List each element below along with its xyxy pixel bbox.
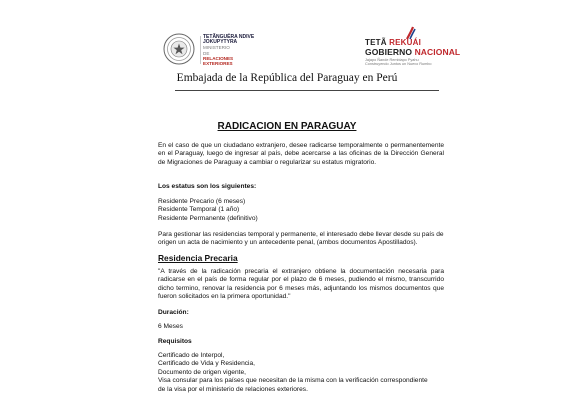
- intro-paragraph: En el caso de que un ciudadano extranjero, desee radicarse temporalmente o permanentemente en el Paraguay, luego de ingresar al país, debe acercarse a las oficinas de la Dirección General de Migraciones de Paraguay a cambiar o regularizar su estatus migratorio.: [158, 142, 444, 166]
- list-item: Residente Precario (6 meses): [158, 198, 246, 205]
- list-item: Certificado de Interpol,: [158, 352, 225, 359]
- logo-text-line: TETÃNGUÉRA NDIVE: [203, 34, 255, 40]
- duration-label: Duración:: [158, 309, 189, 316]
- national-seal-icon: [163, 33, 195, 65]
- status-heading: Los estatus son los siguientes:: [158, 183, 257, 190]
- status-list: [158, 198, 444, 223]
- section-heading: Residencia Precaria: [158, 253, 238, 263]
- logo-word: GOBIERNO: [365, 47, 413, 57]
- list-item: Visa consular para los países que necesitan de la misma con la verificación correspondiente: [158, 377, 428, 385]
- logo-text-line: MINISTERIO: [203, 45, 230, 51]
- logo-divider: [200, 36, 201, 64]
- logo-text-line: JOKUPYTYRA: [203, 39, 238, 46]
- header-divider: [175, 90, 439, 91]
- logo-text-line: RELACIONES: [203, 55, 234, 61]
- list-item: Residente Temporal (1 año): [158, 206, 240, 214]
- requirements-list: [158, 352, 458, 394]
- logo-word: TETÃ: [365, 38, 387, 47]
- ministry-logo: [163, 33, 343, 67]
- embassy-heading: Embajada de la República del Paraguay en Perú: [176, 72, 398, 84]
- government-logo-line2: [365, 47, 460, 57]
- logo-text-line: EXTERIORES: [203, 61, 233, 67]
- list-item: Documento de origen vigente,: [158, 368, 246, 376]
- document-title: RADICACION EN PARAGUAY: [217, 121, 357, 132]
- requirements-label: Requisitos: [158, 338, 192, 345]
- precaria-heading: [158, 254, 444, 264]
- government-logo-tagline: [365, 58, 432, 67]
- government-logo-line1: [365, 38, 421, 47]
- duration-value: 6 Meses: [158, 323, 183, 330]
- logo-tagline-line: Jajapo Ñande Rembiapo Pyahu: [365, 58, 419, 62]
- precaria-quote: "A través de la radicación precaria el extranjero obtiene la documentación necesaria para radicarse en el país de forma regular por el plazo de 6 meses, pudiendo el mismo, transcurrido dicho termino, renovar la residencia por 6 meses más, adjuntando los mismos documentos que fueron solicitados en la primera oportunidad.": [158, 268, 444, 301]
- logo-tagline-line: Construyendo Juntos un Nuevo Rumbo: [365, 62, 432, 67]
- ministry-logo-text: [203, 35, 254, 66]
- logo-text-line: DE: [203, 50, 210, 56]
- list-item: Certificado de Vida y Residencia,: [158, 360, 256, 368]
- documents-paragraph: Para gestionar las residencias temporal y permanente, el interesado debe llevar desde su país de origen un acta de nacimiento y un antecedente penal, (ambos documentos Apostillados).: [158, 231, 444, 247]
- list-item: Residente Permanente (definitivo): [158, 214, 258, 222]
- government-logo: [365, 26, 485, 68]
- list-item: de la visa por el ministerio de relaciones exteriores.: [158, 385, 308, 393]
- logo-word: NACIONAL: [414, 47, 461, 57]
- logo-word: REKUÁI: [389, 38, 421, 47]
